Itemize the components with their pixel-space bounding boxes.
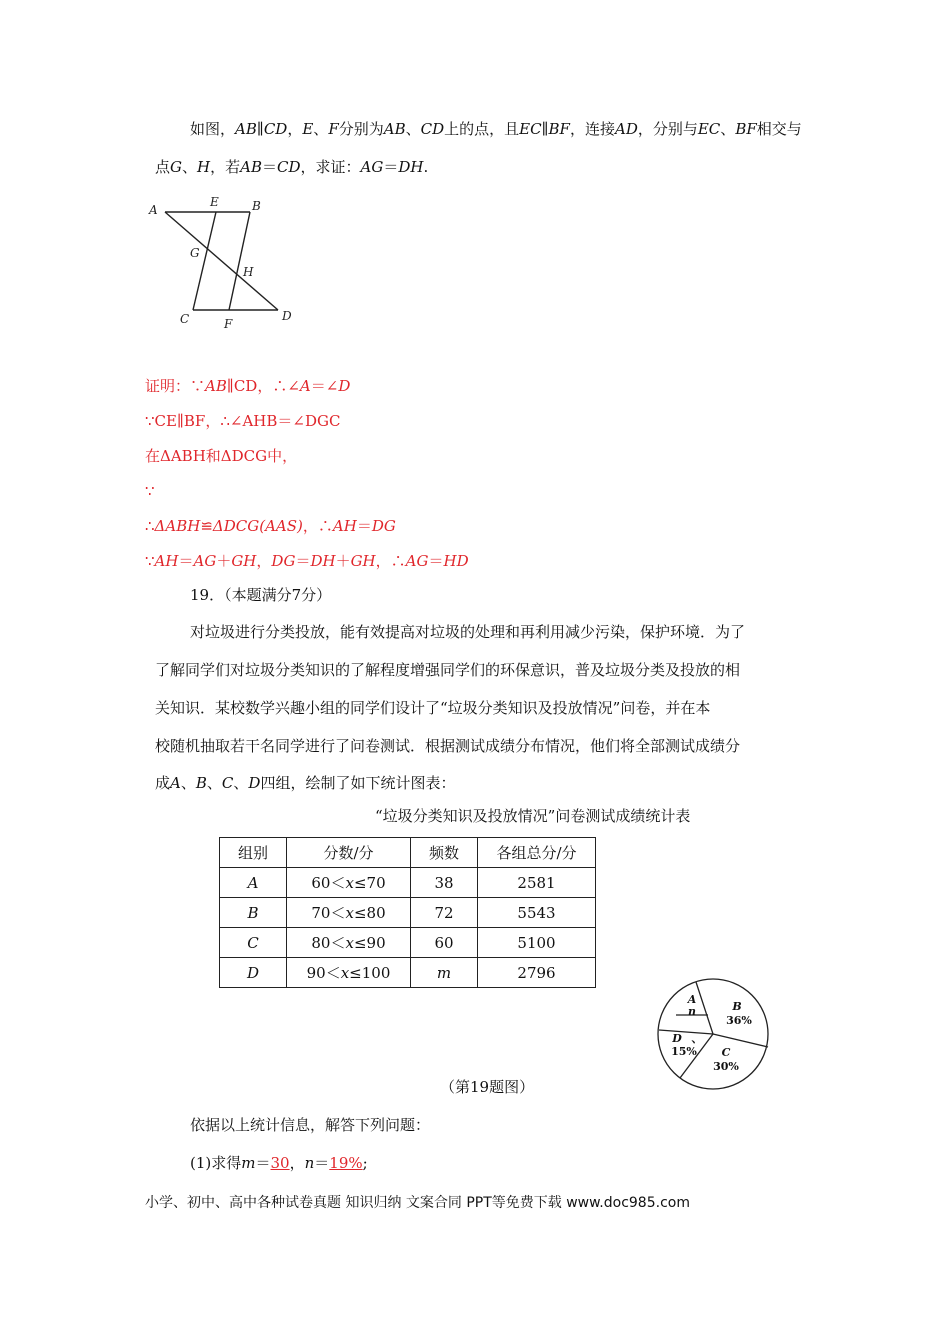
pie-divider-top: [696, 982, 713, 1034]
cell-group: C: [220, 928, 287, 958]
cell-freq: 38: [411, 868, 478, 898]
answer-m: 30: [270, 1154, 290, 1172]
pie-pct-c: 30%: [713, 1060, 739, 1073]
table-header-row: [220, 838, 596, 868]
pie-mark: 、: [691, 1032, 703, 1045]
geometry-figure: [140, 190, 310, 340]
table-row: [220, 928, 596, 958]
pie-label-c: C: [721, 1046, 731, 1059]
score-table: [219, 837, 596, 988]
pie-pct-b: 36%: [726, 1014, 752, 1027]
segment-ec: [193, 212, 216, 310]
problem-line-1: 如图，AB∥CD，E、F分别为AB、CD上的点，且EC∥BF，连接AD，分别与EC、BF相交与: [190, 120, 802, 138]
table-row: [220, 898, 596, 928]
proof-line-6: ∵AH＝AG＋GH，DG＝DH＋GH，∴AG＝HD: [145, 552, 469, 570]
cell-group: B: [220, 898, 287, 928]
label-d: D: [282, 309, 292, 323]
segment-ad: [165, 212, 278, 310]
q19-para-3: 关知识．某校数学兴趣小组的同学们设计了“垃圾分类知识及投放情况”问卷，并在本: [155, 699, 711, 717]
q19-header: 19．（本题满分7分）: [190, 586, 332, 604]
label-h: H: [243, 265, 254, 279]
proof-line-4: ∵: [145, 482, 155, 500]
label-f: F: [224, 317, 233, 331]
q19-para-2: 了解同学们对垃圾分类知识的了解程度增强同学们的环保意识，普及垃圾分类及投放的相: [155, 661, 741, 679]
q19-para-4: 校随机抽取若干名同学进行了问卷测试．根据测试成绩分布情况，他们将全部测试成绩分: [155, 737, 741, 755]
proof-line-2: ∵CE∥BF，∴∠AHB＝∠DGC: [145, 412, 341, 430]
q19-para-1: 对垃圾进行分类投放，能有效提高对垃圾的处理和再利用减少污染，保护环境．为了: [190, 623, 746, 641]
header-total: 各组总分/分: [478, 838, 596, 868]
cell-total: 2581: [478, 868, 596, 898]
label-a: A: [149, 203, 158, 217]
pie-pct-d: 15%: [671, 1045, 697, 1058]
question-1: (1)求得m＝30，n＝19%;: [190, 1154, 368, 1172]
header-score: 分数/分: [287, 838, 411, 868]
segment-bf: [229, 212, 250, 310]
pie-label-a: A: [687, 993, 697, 1006]
cell-score: 70＜x≤80: [287, 898, 411, 928]
cell-total: 5543: [478, 898, 596, 928]
cell-freq: 72: [411, 898, 478, 928]
cell-group: A: [220, 868, 287, 898]
cell-score: 90＜x≤100: [287, 958, 411, 988]
figure-caption: （第19题图）: [440, 1078, 535, 1096]
answer-n: 19%: [329, 1154, 363, 1172]
pie-label-d: D: [672, 1032, 682, 1045]
cell-group: D: [220, 958, 287, 988]
label-e: E: [210, 195, 219, 209]
proof-line-1: 证明：∵AB∥CD，∴∠A＝∠D: [145, 377, 351, 395]
cell-score: 80＜x≤90: [287, 928, 411, 958]
pie-divider-left: [659, 1030, 713, 1034]
problem-line-2: 点G、H，若AB＝CD，求证：AG＝DH.: [155, 158, 429, 176]
table-row: [220, 958, 596, 988]
header-group: 组别: [220, 838, 287, 868]
proof-line-3: 在ΔABH和ΔDCG中，: [145, 447, 298, 465]
proof-line-5: ∴ΔABH≌ΔDCG(AAS)，∴AH＝DG: [145, 517, 396, 535]
pie-chart: [655, 978, 775, 1090]
cell-score: 60＜x≤70: [287, 868, 411, 898]
label-g: G: [190, 246, 200, 260]
label-b: B: [252, 199, 261, 213]
cell-total: 2796: [478, 958, 596, 988]
pie-label-n: n: [688, 1005, 696, 1018]
instruction: 依据以上统计信息，解答下列问题：: [190, 1116, 431, 1134]
cell-total: 5100: [478, 928, 596, 958]
pie-label-b: B: [732, 1000, 742, 1013]
label-c: C: [180, 312, 190, 326]
footer-text: 小学、初中、高中各种试卷真题 知识归纳 文案合同 PPT等免费下载 www.doc985.com: [145, 1195, 690, 1211]
cell-freq: m: [411, 958, 478, 988]
table-row: [220, 868, 596, 898]
q19-para-5: 成A、B、C、D四组，绘制了如下统计图表：: [155, 774, 456, 792]
table-title: “垃圾分类知识及投放情况”问卷测试成绩统计表: [375, 807, 691, 825]
cell-freq: 60: [411, 928, 478, 958]
header-freq: 频数: [411, 838, 478, 868]
